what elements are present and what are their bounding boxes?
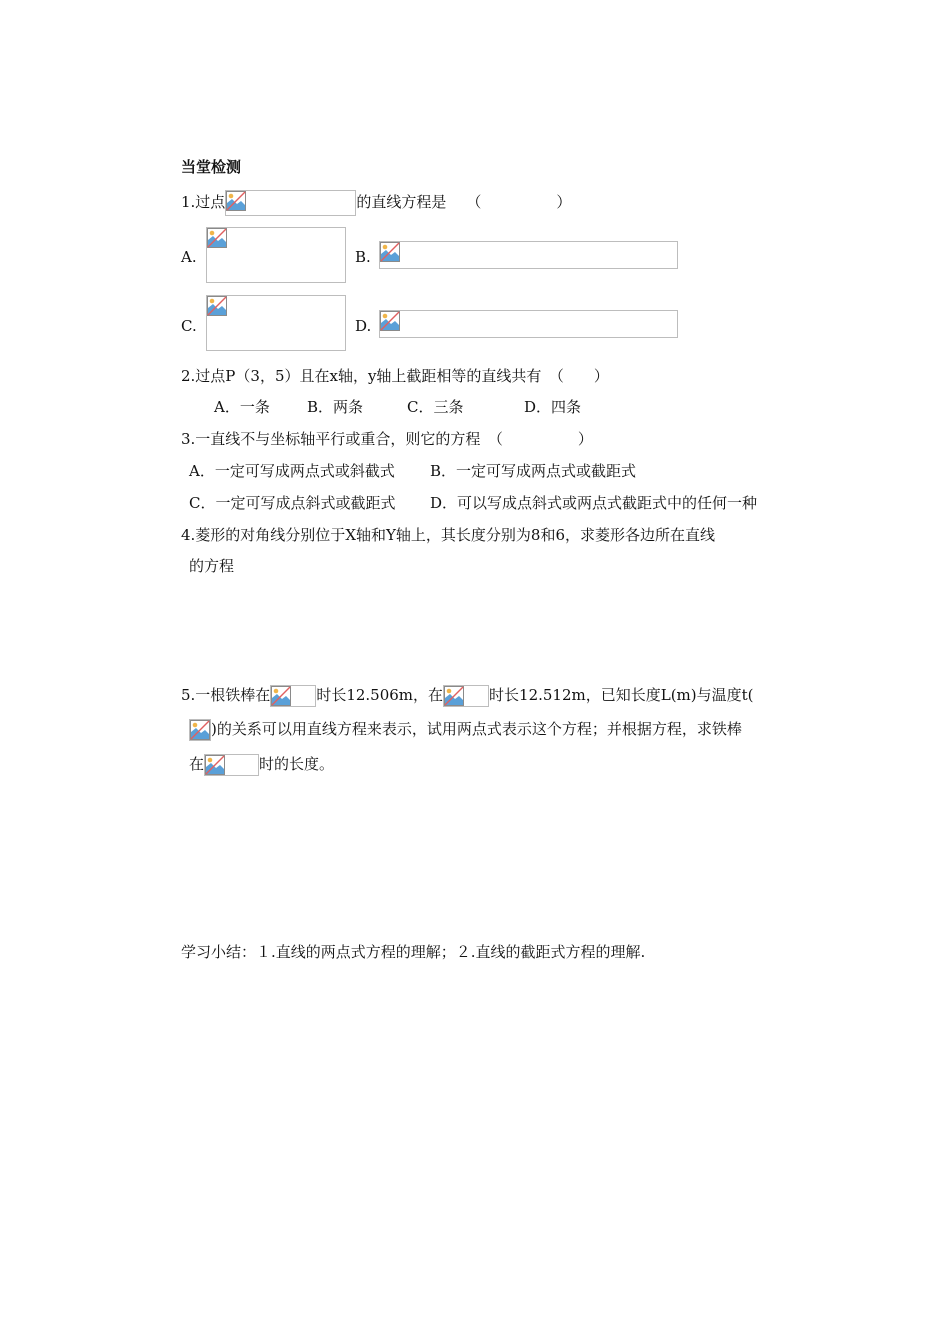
temperature-image-2 (443, 685, 489, 707)
q5-text-5: 在 (189, 755, 205, 773)
q1-suffix: 的直线方程是 (356, 193, 447, 211)
question-5-line-3 (189, 754, 334, 776)
q3-option-b: B．一定可写成两点式或截距式 (430, 462, 637, 480)
broken-image-icon (380, 311, 400, 331)
question-3: 3.一直线不与坐标轴平行或重合，则它的方程 （ ） (181, 430, 593, 448)
question-2: 2.过点P（3，5）且在x轴，y轴上截距相等的直线共有 （ ） (181, 367, 609, 385)
q2-option-d: D．四条 (524, 398, 582, 416)
broken-image-icon (380, 242, 400, 262)
broken-image-icon (190, 720, 210, 740)
learning-summary: 学习小结：１.直线的两点式方程的理解；２.直线的截距式方程的理解. (181, 943, 646, 961)
temperature-image-3 (204, 754, 259, 776)
broken-image-icon (205, 755, 225, 775)
question-5-line-2 (189, 719, 742, 741)
question-4-line-1: 4.菱形的对角线分别位于X轴和Y轴上，其长度分别为8和6，求菱形各边所在直线 (181, 526, 715, 544)
broken-image-icon (271, 686, 291, 706)
q1-bracket: （ ） (466, 193, 572, 211)
q1-option-c-image (206, 295, 346, 351)
q1-option-b-image (379, 241, 678, 269)
q5-text-6: 时的长度。 (259, 755, 335, 773)
q1-prefix: 1.过点 (181, 193, 226, 211)
q2-option-b: B．两条 (307, 398, 364, 416)
q5-text-4: )的关系可以用直线方程来表示，试用两点式表示这个方程；并根据方程，求铁棒 (211, 720, 742, 738)
broken-image-icon (207, 296, 227, 316)
section-title: 当堂检测 (181, 158, 242, 176)
broken-image-icon (444, 686, 464, 706)
question-1 (181, 190, 571, 216)
q1-option-d-label: D. (355, 317, 372, 335)
q3-option-a: A．一定可写成两点式或斜截式 (189, 462, 395, 480)
question-5-line-1 (181, 685, 754, 707)
q1-option-d-image (379, 310, 678, 338)
question-4-line-2: 的方程 (189, 557, 235, 575)
temperature-image-1 (270, 685, 316, 707)
q2-option-c: C．三条 (407, 398, 464, 416)
broken-image-icon (226, 191, 246, 211)
q2-option-a: A．一条 (214, 398, 270, 416)
q5-text-1: 5.一根铁棒在 (181, 686, 271, 704)
q1-option-a-image (206, 227, 346, 283)
point-formula-image (225, 190, 356, 216)
q1-option-a-label: A. (181, 248, 197, 266)
broken-image-icon (207, 228, 227, 248)
q1-option-b-label: B. (355, 248, 371, 266)
q5-text-3: 时长12.512m，已知长度L(m)与温度t( (489, 686, 754, 704)
temperature-unit-image (189, 719, 211, 741)
q3-option-c: C．一定可写成点斜式或截距式 (189, 494, 396, 512)
q5-text-2: 时长12.506m，在 (316, 686, 444, 704)
q3-option-d: D．可以写成点斜式或两点式截距式中的任何一种 (430, 494, 758, 512)
q1-option-c-label: C. (181, 317, 197, 335)
